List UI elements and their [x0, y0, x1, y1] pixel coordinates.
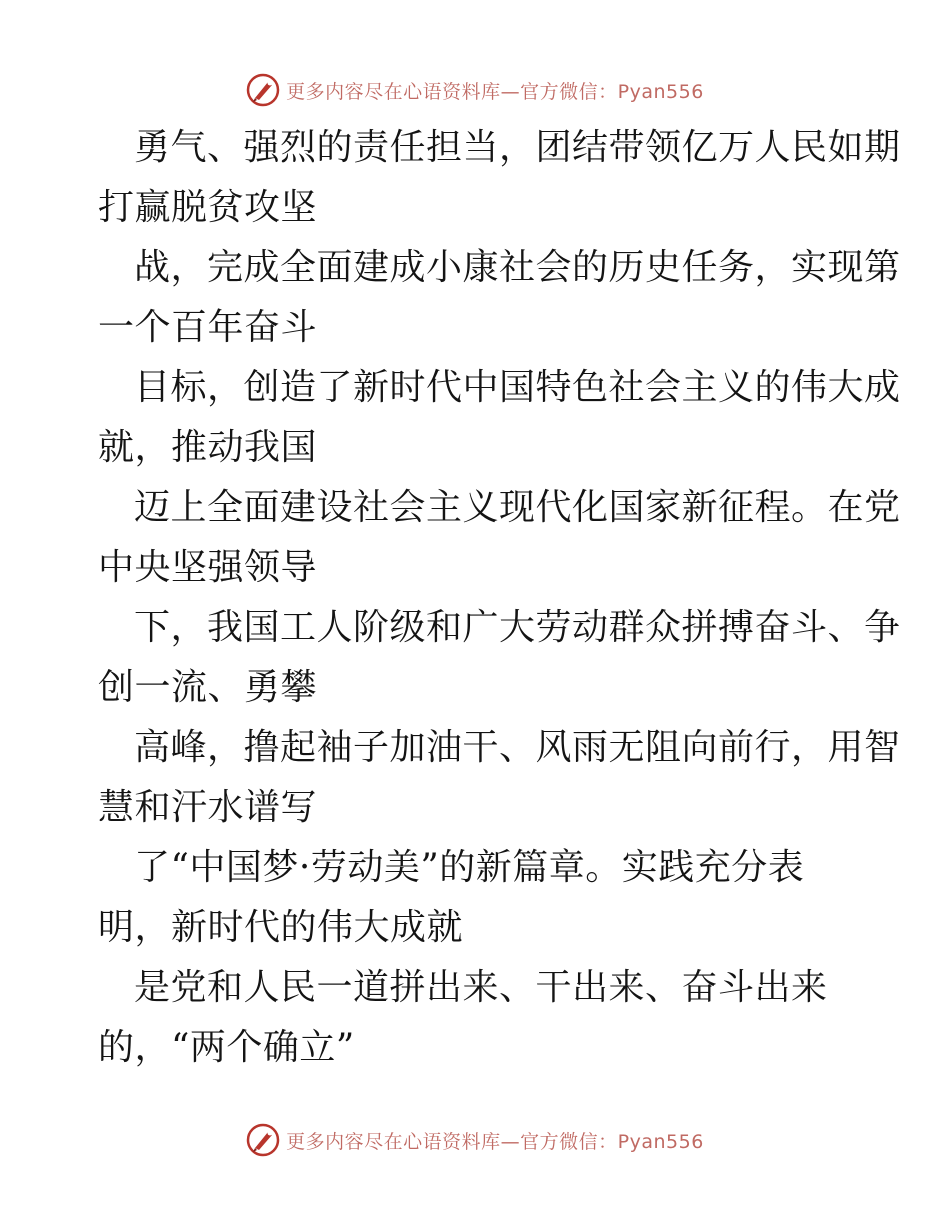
text-line: 打赢脱贫攻坚: [98, 187, 318, 228]
quill-pen-logo-icon: [246, 73, 280, 107]
footer-watermark-text: 更多内容尽在心语资料库—官方微信：Pyan556: [286, 1130, 704, 1153]
document-body: [98, 118, 901, 1078]
footer-watermark: [0, 1120, 950, 1160]
text-line: 战，完成全面建成小康社会的历史任务，实现第: [134, 247, 901, 288]
header-watermark: [0, 70, 950, 110]
text-line: 下，我国工人阶级和广大劳动群众拼搏奋斗、争: [134, 607, 901, 648]
text-line: 迈上全面建设社会主义现代化国家新征程。在党: [134, 487, 901, 528]
header-watermark-text: 更多内容尽在心语资料库—官方微信：Pyan556: [286, 80, 704, 103]
text-line: 了“中国梦·劳动美”的新篇章。实践充分表: [134, 847, 805, 888]
text-line: 勇气、强烈的责任担当，团结带领亿万人民如期: [134, 127, 901, 168]
text-line: 中央坚强领导: [98, 547, 318, 588]
text-line: 一个百年奋斗: [98, 307, 318, 348]
text-line: 创一流、勇攀: [98, 667, 318, 708]
text-line: 目标，创造了新时代中国特色社会主义的伟大成: [134, 367, 901, 408]
text-line: 是党和人民一道拼出来、干出来、奋斗出来: [134, 967, 828, 1008]
text-line: 慧和汗水谱写: [98, 787, 318, 828]
text-line: 高峰，撸起袖子加油干、风雨无阻向前行，用智: [134, 727, 901, 768]
text-line: 的，“两个确立”: [98, 1027, 355, 1068]
text-line: 明，新时代的伟大成就: [98, 907, 464, 948]
text-line: 就，推动我国: [98, 427, 318, 468]
quill-pen-logo-icon: [246, 1123, 280, 1157]
